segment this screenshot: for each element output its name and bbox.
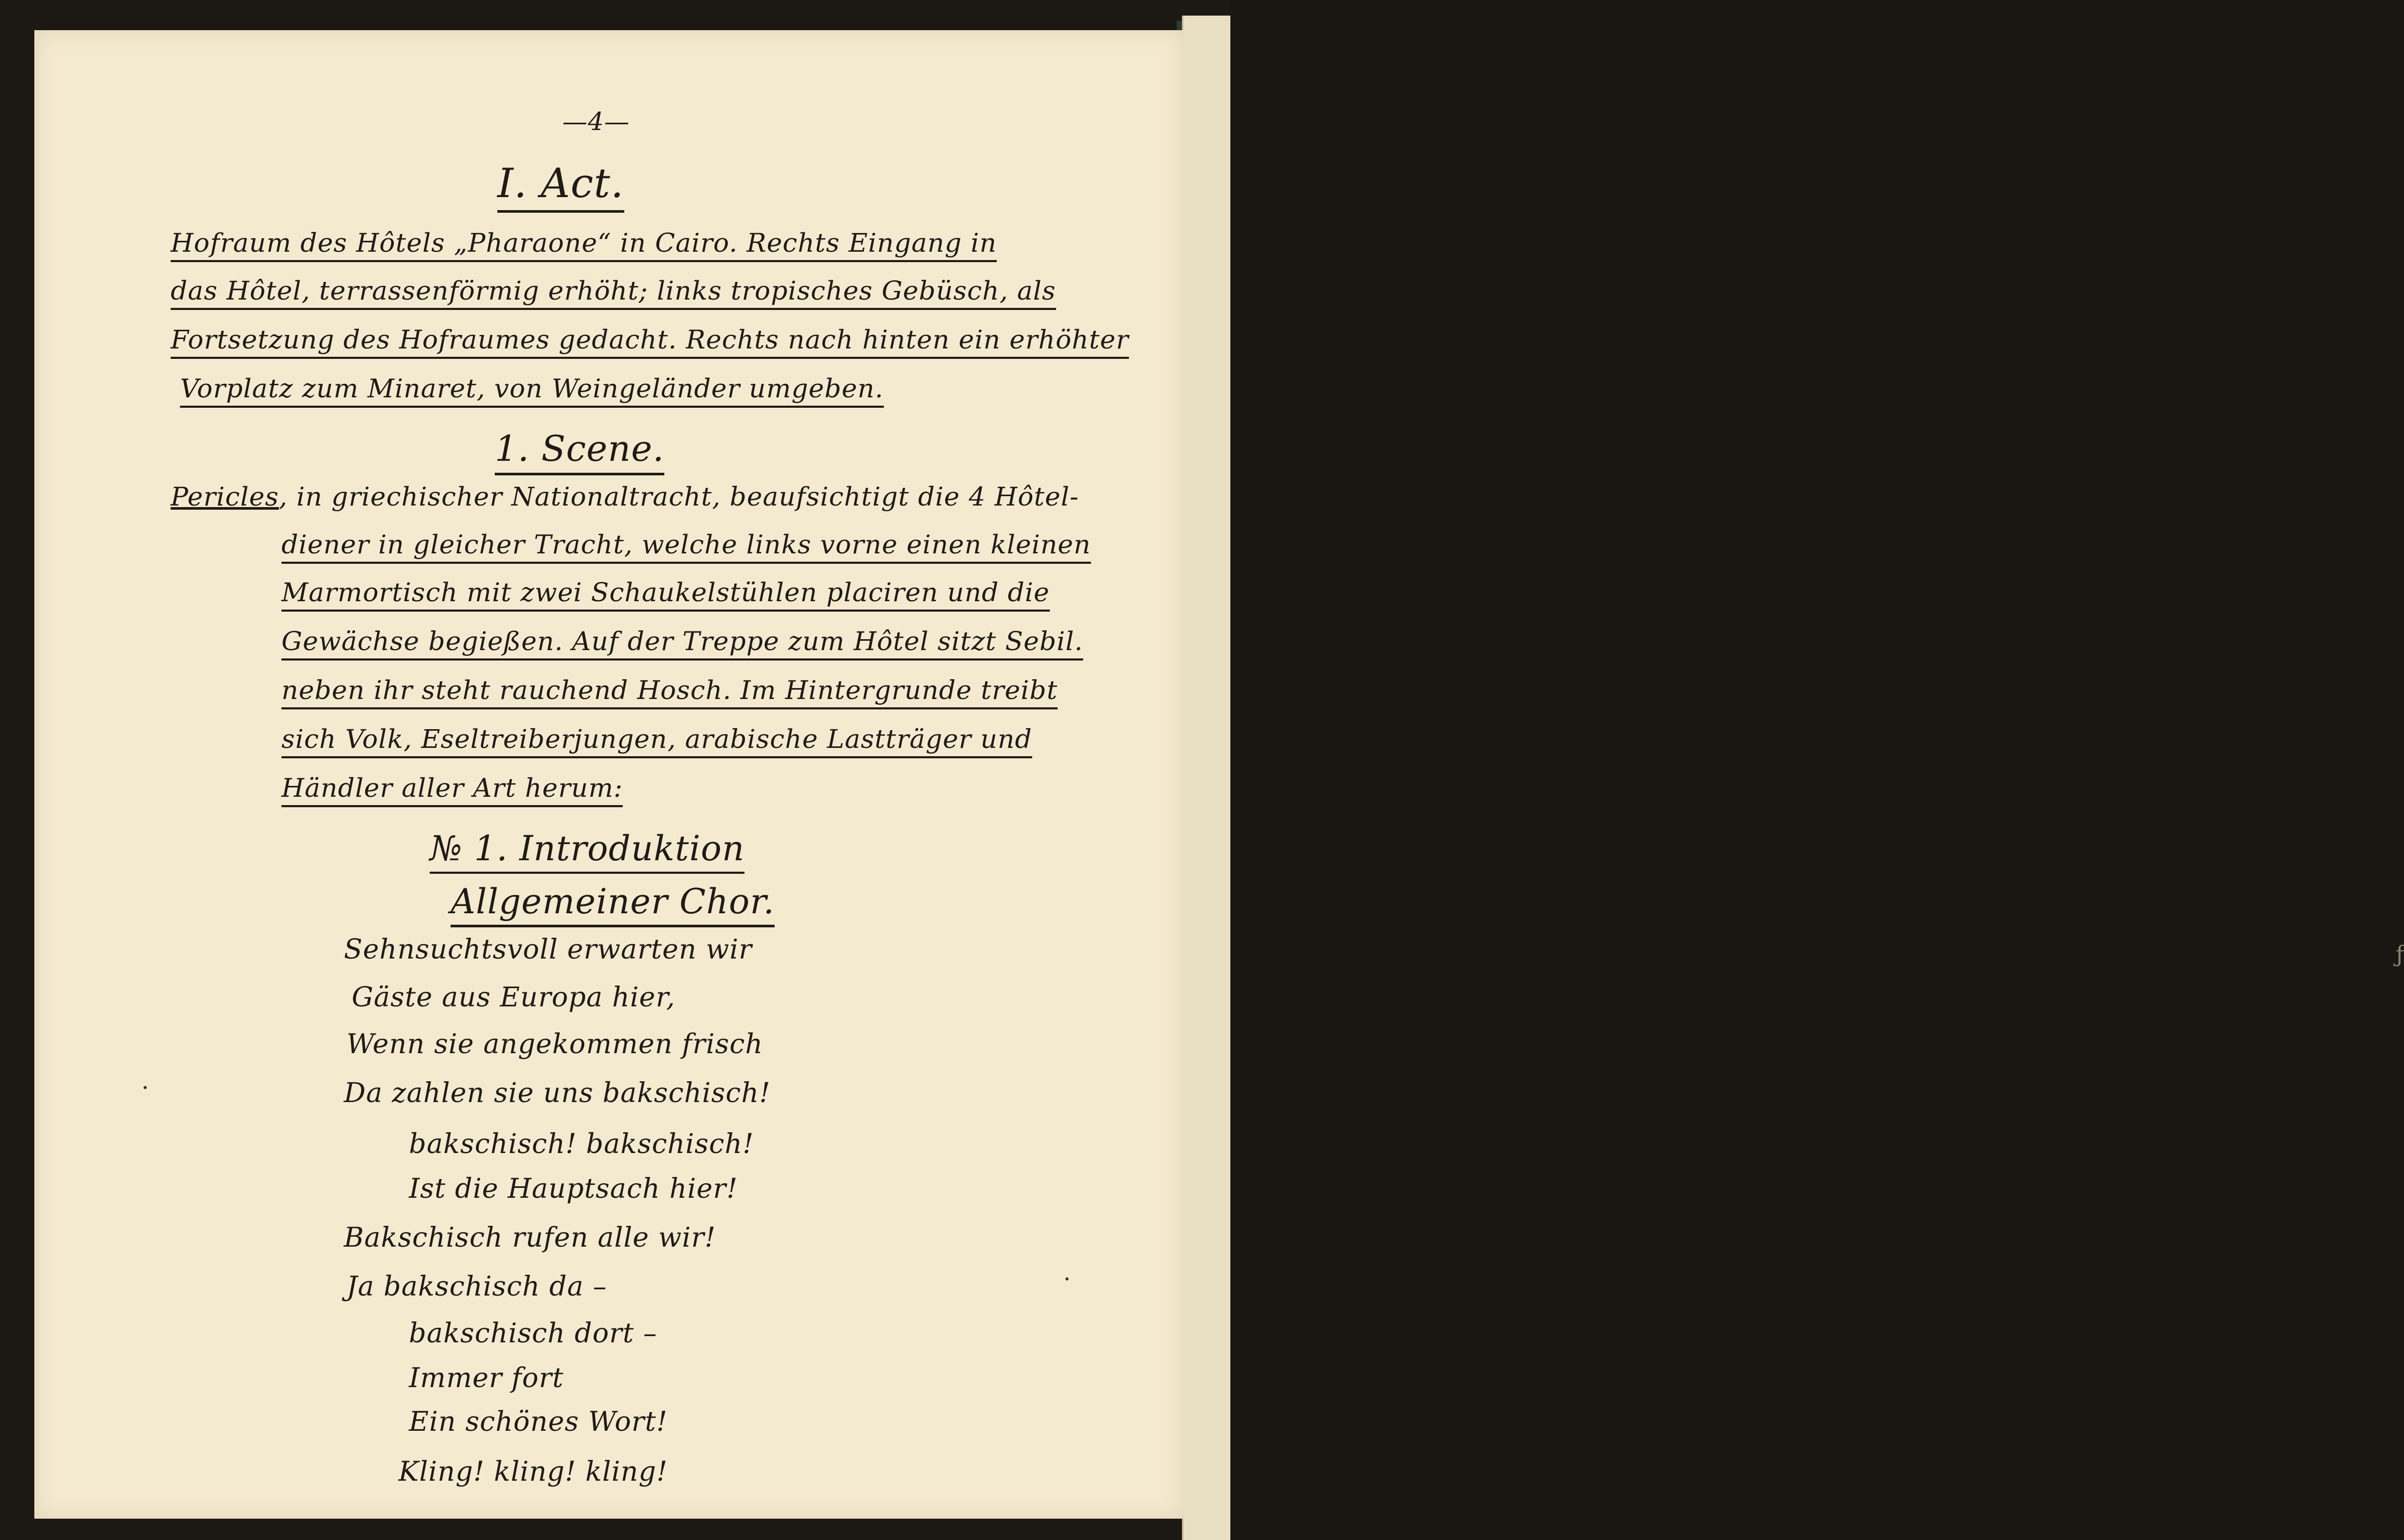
scene-direction-line: sich Volk, Eseltreiberjungen, arabische Lastträger und xyxy=(281,724,1032,758)
facing-page-edge xyxy=(1182,16,2404,1540)
stage-direction-line: Vorplatz zum Minaret, von Weingeländer umgeben. xyxy=(180,373,884,408)
scene-title: 1. Scene. xyxy=(495,429,664,475)
page-number: —4— xyxy=(562,107,630,136)
character-name: Pericles xyxy=(171,482,279,512)
chorus-title: Allgemeiner Chor. xyxy=(451,882,775,927)
scene-direction-text: , in griechischer Nationaltracht, beaufsichtigt die 4 Hôtel- xyxy=(279,482,1079,512)
lyric-line: Ist die Hauptsach hier! xyxy=(409,1173,738,1205)
lyric-line: Immer fort xyxy=(409,1363,564,1394)
act-title: I. Act. xyxy=(497,160,624,213)
lyric-line: Gäste aus Europa hier, xyxy=(352,982,676,1013)
ghost-bleed-mark: ƒ xyxy=(2396,941,2404,968)
lyric-line: bakschisch! bakschisch! xyxy=(409,1129,754,1160)
scene-direction-line: neben ihr steht rauchend Hosch. Im Hintergrunde treibt xyxy=(281,675,1058,709)
lyric-line: Kling! kling! kling! xyxy=(398,1456,668,1487)
lyric-line: Da zahlen sie uns bakschisch! xyxy=(344,1078,771,1109)
scene-direction-line: Händler aller Art herum: xyxy=(281,773,623,807)
number-title: № 1. Introduktion xyxy=(430,829,744,874)
lyric-line: Bakschisch rufen alle wir! xyxy=(344,1222,716,1253)
stage-direction-line: Hofraum des Hôtels „Pharaone“ in Cairo. Rechts Eingang in xyxy=(171,228,997,262)
stage-direction-line: das Hôtel, terrassenförmig erhöht; links tropisches Gebüsch, als xyxy=(171,276,1056,310)
scene-direction-line: diener in gleicher Tracht, welche links vorne einen kleinen xyxy=(281,529,1091,564)
lyric-line: Sehnsuchtsvoll erwarten wir xyxy=(344,934,752,965)
scene-direction-line: Gewächse begießen. Auf der Treppe zum Hôtel sitzt Sebil. xyxy=(281,626,1083,661)
paper-speck xyxy=(144,1086,147,1089)
lyric-line: bakschisch dort – xyxy=(409,1318,658,1349)
lyric-line: Ein schönes Wort! xyxy=(409,1406,668,1438)
lyric-line: Wenn sie angekommen frisch xyxy=(346,1029,763,1060)
paper-speck xyxy=(1065,1277,1069,1280)
scene-direction-line: Marmortisch mit zwei Schaukelstühlen placiren und die xyxy=(281,577,1050,612)
lyric-line: Ja bakschisch da – xyxy=(346,1271,607,1302)
stage-direction-line: Fortsetzung des Hofraumes gedacht. Rechts nach hinten ein erhöhter xyxy=(171,325,1129,359)
manuscript-page xyxy=(34,30,1184,1519)
scene-direction-first-line xyxy=(171,482,1079,512)
